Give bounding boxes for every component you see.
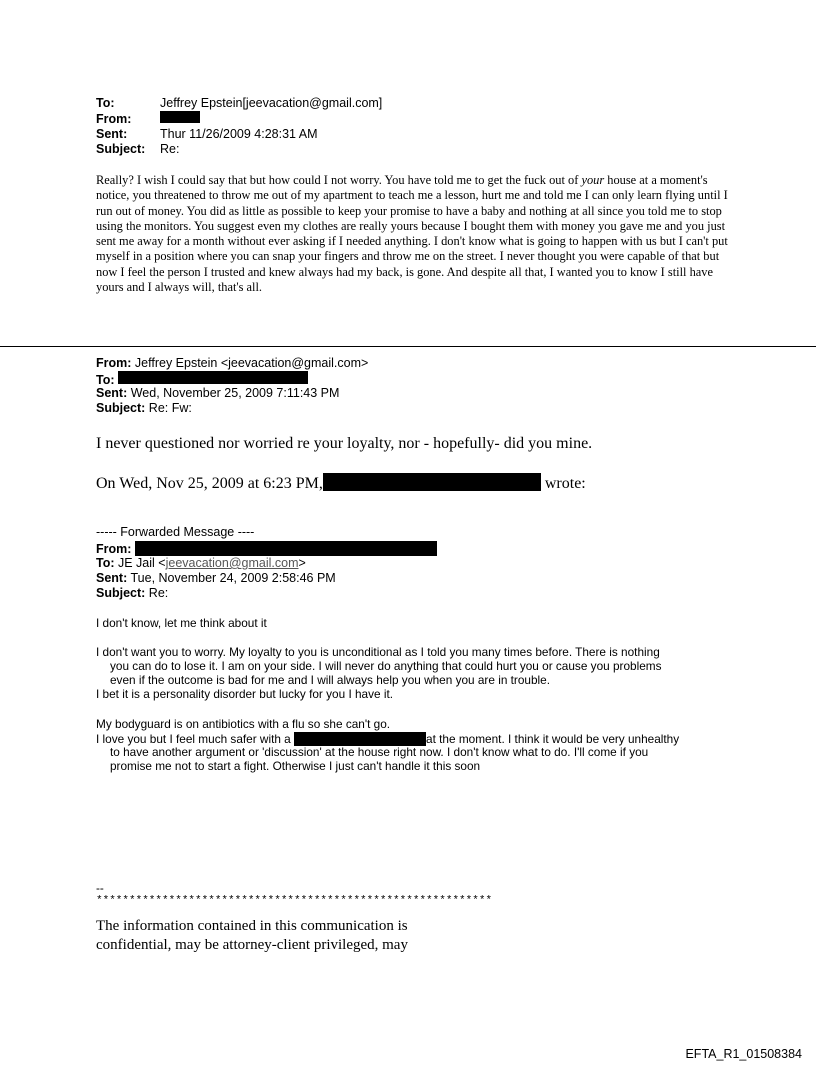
fwd-subject-value: Re: xyxy=(148,586,169,600)
conf-line2: confidential, may be attorney-client privileged, may xyxy=(96,937,408,953)
fwd-sent-label: Sent: xyxy=(96,571,128,585)
second-from-label: From: xyxy=(96,356,132,370)
forwarded-label: ----- Forwarded Message ---- xyxy=(96,525,255,539)
fwd-sent-row xyxy=(96,572,336,585)
header-to-row xyxy=(96,97,382,110)
fwd-to-row xyxy=(96,557,306,570)
to-value: Jeffrey Epstein[jeevacation@gmail.com] xyxy=(160,96,383,110)
fwd-para3-line2a: I love you but I feel much safer with a xyxy=(96,732,291,746)
redaction-block xyxy=(118,371,308,384)
redaction-block xyxy=(294,732,426,746)
fwd-to-name: JE Jail < xyxy=(118,556,166,570)
fwd-from-row xyxy=(96,541,437,556)
on-wrote-line xyxy=(96,473,586,493)
signature-dashes: -- xyxy=(96,881,104,895)
top-message-body xyxy=(96,173,736,295)
divider-line xyxy=(0,346,816,347)
confidentiality-notice xyxy=(96,917,408,955)
fwd-subject-label: Subject: xyxy=(96,586,146,600)
fwd-para3-line2b: at the moment. I think it would be very unhealthy xyxy=(426,732,680,746)
fwd-para2-line2: you can do to lose it. I am on your side. I will never do anything that could hurt you or cause you problems xyxy=(110,659,662,673)
fwd-para3-line1: My bodyguard is on antibiotics with a flu so she can't go. xyxy=(96,717,391,731)
second-to-label: To: xyxy=(96,373,115,387)
second-subject-row xyxy=(96,402,192,415)
fwd-para3-line3: to have another argument or 'discussion' at the house right now. I don't know what to do. I'll come if you xyxy=(110,745,649,759)
second-to-row xyxy=(96,371,308,387)
header-from-row xyxy=(96,111,200,126)
fwd-para3-line4: promise me not to start a fight. Otherwise I just can't handle it this soon xyxy=(110,759,481,773)
header-subject-row xyxy=(96,143,179,156)
fwd-para2-line1: I don't want you to worry. My loyalty to you is unconditional as I told you many times before. There is nothing xyxy=(96,645,660,659)
fwd-to-close: > xyxy=(298,556,306,570)
sent-label: Sent: xyxy=(96,127,128,141)
fwd-to-label: To: xyxy=(96,556,115,570)
subject-label: Subject: xyxy=(96,142,146,156)
top-body-part1: Really? I wish I could say that but how could I not worry. You have told me to get the fuck out of xyxy=(96,173,582,187)
fwd-para2-line3: even if the outcome is bad for me and I will always help you when you are in trouble. xyxy=(110,673,551,687)
signature-stars: ************************************************************ xyxy=(96,895,493,907)
fwd-sent-value: Tue, November 24, 2009 2:58:46 PM xyxy=(130,571,336,585)
second-subject-label: Subject: xyxy=(96,401,146,415)
top-body-italic: your xyxy=(581,173,605,187)
second-subject-value: Re: Fw: xyxy=(148,401,192,415)
fwd-subject-row xyxy=(96,587,168,600)
second-sent-row xyxy=(96,387,339,400)
fwd-line1: I don't know, let me think about it xyxy=(96,616,267,630)
redaction-block xyxy=(135,541,437,556)
document-id: EFTA_R1_01508384 xyxy=(685,1047,802,1061)
conf-line1: The information contained in this communication is xyxy=(96,918,408,934)
from-label: From: xyxy=(96,112,132,126)
second-from-row xyxy=(96,357,368,370)
reply-line: I never questioned nor worried re your loyalty, nor - hopefully- did you mine. xyxy=(96,435,593,452)
second-from-value: Jeffrey Epstein <jeevacation@gmail.com> xyxy=(134,356,369,370)
second-sent-label: Sent: xyxy=(96,386,128,400)
subject-value: Re: xyxy=(160,142,180,156)
fwd-from-label: From: xyxy=(96,542,132,556)
redaction-block xyxy=(160,111,200,123)
second-sent-value: Wed, November 25, 2009 7:11:43 PM xyxy=(130,386,340,400)
to-label: To: xyxy=(96,96,115,110)
header-sent-row xyxy=(96,128,318,141)
sent-value: Thur 11/26/2009 4:28:31 AM xyxy=(160,127,318,141)
on-wrote-suffix: wrote: xyxy=(544,475,586,492)
fwd-para2-line4: I bet it is a personality disorder but lucky for you I have it. xyxy=(96,687,394,701)
redaction-block xyxy=(323,473,541,491)
on-wrote-prefix: On Wed, Nov 25, 2009 at 6:23 PM, xyxy=(96,475,323,492)
top-body-part2: house at a moment's notice, you threatened to throw me out of my apartment to teach me a lesson, hurt me and told me I can only learn flying until I run out of money. You did as little as possible to keep your promise to have a baby and nothing at all since you told me to stop using the monitors. You suggest even my clothes are really yours because I bought them with money you gave me and you just sent me away for a month without ever asking if I needed anything. I don't know what is going to happen with us but I can't put myself in a position where you can snap your fingers and throw me on the street. I never thought you were capable of that but now I feel the person I trusted and knew always had my back, is gone. And despite all that, I wanted you to know I still have yours and I always will, that's all. xyxy=(96,173,728,295)
fwd-email-link[interactable]: jeevacation@gmail.com xyxy=(165,556,299,570)
